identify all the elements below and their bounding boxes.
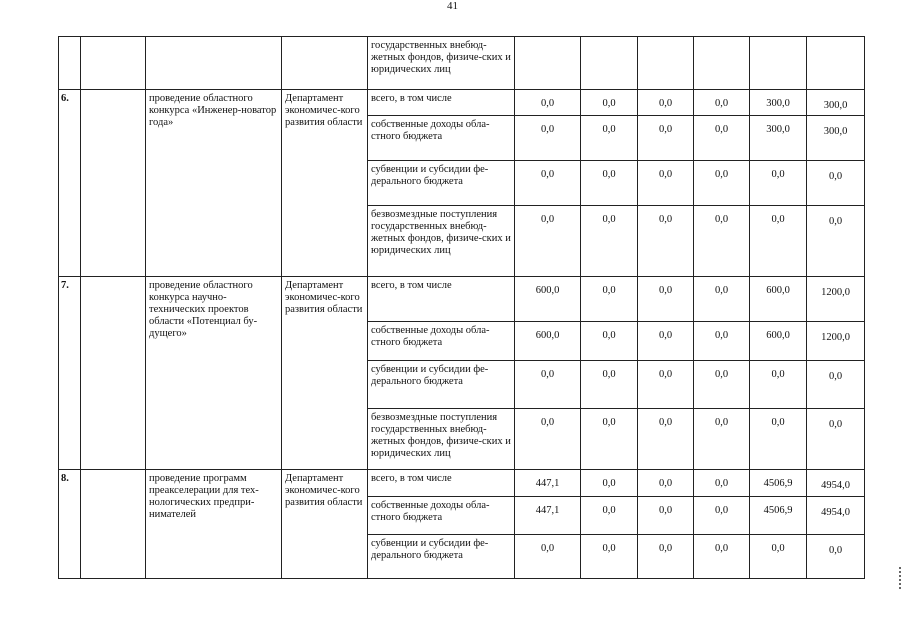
value-cell	[694, 37, 750, 90]
funding-source: безвозмездные поступления государственных внебюд-жетных фондов, физиче-ских и юридических лиц	[368, 206, 515, 277]
goal-column-cell	[81, 277, 146, 470]
funding-value: 600,0	[515, 277, 581, 322]
responsible-executor: Департамент экономичес-кого развития области	[282, 90, 368, 277]
funding-source: безвозмездные поступления государственных внебюд-жетных фондов, физиче-ских и юридических лиц	[368, 409, 515, 470]
funding-value: 0,0	[750, 361, 807, 409]
funding-value: 1200,0	[807, 277, 865, 322]
funding-value: 4506,9	[750, 470, 807, 497]
funding-value: 0,0	[807, 206, 865, 277]
funding-value: 0,0	[694, 322, 750, 361]
funding-value: 0,0	[581, 277, 638, 322]
funding-source: всего, в том числе	[368, 470, 515, 497]
funding-value: 0,0	[515, 535, 581, 579]
funding-value: 0,0	[694, 535, 750, 579]
funding-value: 0,0	[694, 161, 750, 206]
funding-source: собственные доходы обла-стного бюджета	[368, 116, 515, 161]
funding-value: 0,0	[807, 409, 865, 470]
funding-value: 0,0	[807, 535, 865, 579]
funding-value: 1200,0	[807, 322, 865, 361]
funding-value: 0,0	[694, 116, 750, 161]
funding-value: 0,0	[638, 116, 694, 161]
funding-value: 0,0	[515, 206, 581, 277]
funding-value: 0,0	[515, 361, 581, 409]
funding-value: 0,0	[694, 497, 750, 535]
section-index: 6.	[59, 90, 81, 277]
funding-value: 300,0	[750, 90, 807, 116]
funding-value: 447,1	[515, 470, 581, 497]
funding-source: собственные доходы обла-стного бюджета	[368, 322, 515, 361]
funding-value: 0,0	[515, 90, 581, 116]
funding-value: 0,0	[581, 206, 638, 277]
funding-value: 0,0	[581, 409, 638, 470]
funding-value: 0,0	[638, 497, 694, 535]
funding-value: 0,0	[638, 90, 694, 116]
funding-value: 0,0	[638, 535, 694, 579]
responsible-executor: Департамент экономичес-кого развития области	[282, 277, 368, 470]
funding-value: 600,0	[515, 322, 581, 361]
funding-value: 600,0	[750, 322, 807, 361]
value-cell	[638, 37, 694, 90]
funding-value: 0,0	[638, 277, 694, 322]
funding-value: 0,0	[638, 361, 694, 409]
value-cell	[807, 37, 865, 90]
funding-row	[59, 277, 865, 322]
responsible-cell	[282, 37, 368, 90]
funding-value: 0,0	[694, 361, 750, 409]
goal-column-cell	[81, 37, 146, 90]
funding-source: всего, в том числе	[368, 90, 515, 116]
funding-value: 0,0	[638, 161, 694, 206]
funding-value: 0,0	[581, 161, 638, 206]
page-number: 41	[447, 0, 458, 12]
funding-value: 0,0	[750, 409, 807, 470]
funding-value: 0,0	[581, 497, 638, 535]
goal-column-cell	[81, 90, 146, 277]
funding-value: 4506,9	[750, 497, 807, 535]
funding-value: 0,0	[638, 470, 694, 497]
funding-value: 0,0	[694, 470, 750, 497]
funding-value: 0,0	[694, 90, 750, 116]
funding-value: 4954,0	[807, 470, 865, 497]
funding-row	[59, 470, 865, 497]
funding-table	[58, 36, 865, 579]
funding-row	[59, 90, 865, 116]
funding-value: 0,0	[581, 361, 638, 409]
event-name: проведение программ преакселерации для тех-нологических предпри-нимателей	[146, 470, 282, 579]
value-cell	[750, 37, 807, 90]
funding-value: 0,0	[750, 206, 807, 277]
table-body	[59, 37, 865, 579]
funding-source: субвенции и субсидии фе-дерального бюджета	[368, 161, 515, 206]
funding-value: 0,0	[515, 161, 581, 206]
funding-value: 447,1	[515, 497, 581, 535]
funding-value: 0,0	[581, 535, 638, 579]
funding-value: 600,0	[750, 277, 807, 322]
section-index: 7.	[59, 277, 81, 470]
funding-value: 0,0	[694, 409, 750, 470]
funding-value: 300,0	[750, 116, 807, 161]
funding-value: 0,0	[694, 206, 750, 277]
event-cell	[146, 37, 282, 90]
funding-value: 4954,0	[807, 497, 865, 535]
funding-value: 0,0	[750, 535, 807, 579]
funding-value: 0,0	[581, 470, 638, 497]
funding-value: 300,0	[807, 116, 865, 161]
event-name: проведение областного конкурса научно-технических проектов области «Потенциал бу-дущего»	[146, 277, 282, 470]
funding-value: 0,0	[515, 409, 581, 470]
funding-value: 0,0	[515, 116, 581, 161]
funding-value: 0,0	[807, 361, 865, 409]
funding-value: 0,0	[581, 90, 638, 116]
funding-value: 0,0	[694, 277, 750, 322]
funding-source: субвенции и субсидии фе-дерального бюджета	[368, 535, 515, 579]
index-cell	[59, 37, 81, 90]
continuation-row	[59, 37, 865, 90]
funding-value: 0,0	[581, 322, 638, 361]
funding-source: субвенции и субсидии фе-дерального бюджета	[368, 361, 515, 409]
section-index: 8.	[59, 470, 81, 579]
event-name: проведение областного конкурса «Инженер-новатор года»	[146, 90, 282, 277]
funding-source-cell: государственных внебюд-жетных фондов, физиче-ских и юридических лиц	[368, 37, 515, 90]
funding-source: всего, в том числе	[368, 277, 515, 322]
funding-value: 0,0	[807, 161, 865, 206]
margin-dots	[899, 567, 903, 589]
goal-column-cell	[81, 470, 146, 579]
funding-value: 0,0	[638, 206, 694, 277]
funding-value: 0,0	[638, 409, 694, 470]
funding-value: 0,0	[581, 116, 638, 161]
funding-value: 0,0	[750, 161, 807, 206]
value-cell	[515, 37, 581, 90]
funding-value: 0,0	[638, 322, 694, 361]
funding-source: собственные доходы обла-стного бюджета	[368, 497, 515, 535]
responsible-executor: Департамент экономичес-кого развития области	[282, 470, 368, 579]
funding-value: 300,0	[807, 90, 865, 116]
value-cell	[581, 37, 638, 90]
